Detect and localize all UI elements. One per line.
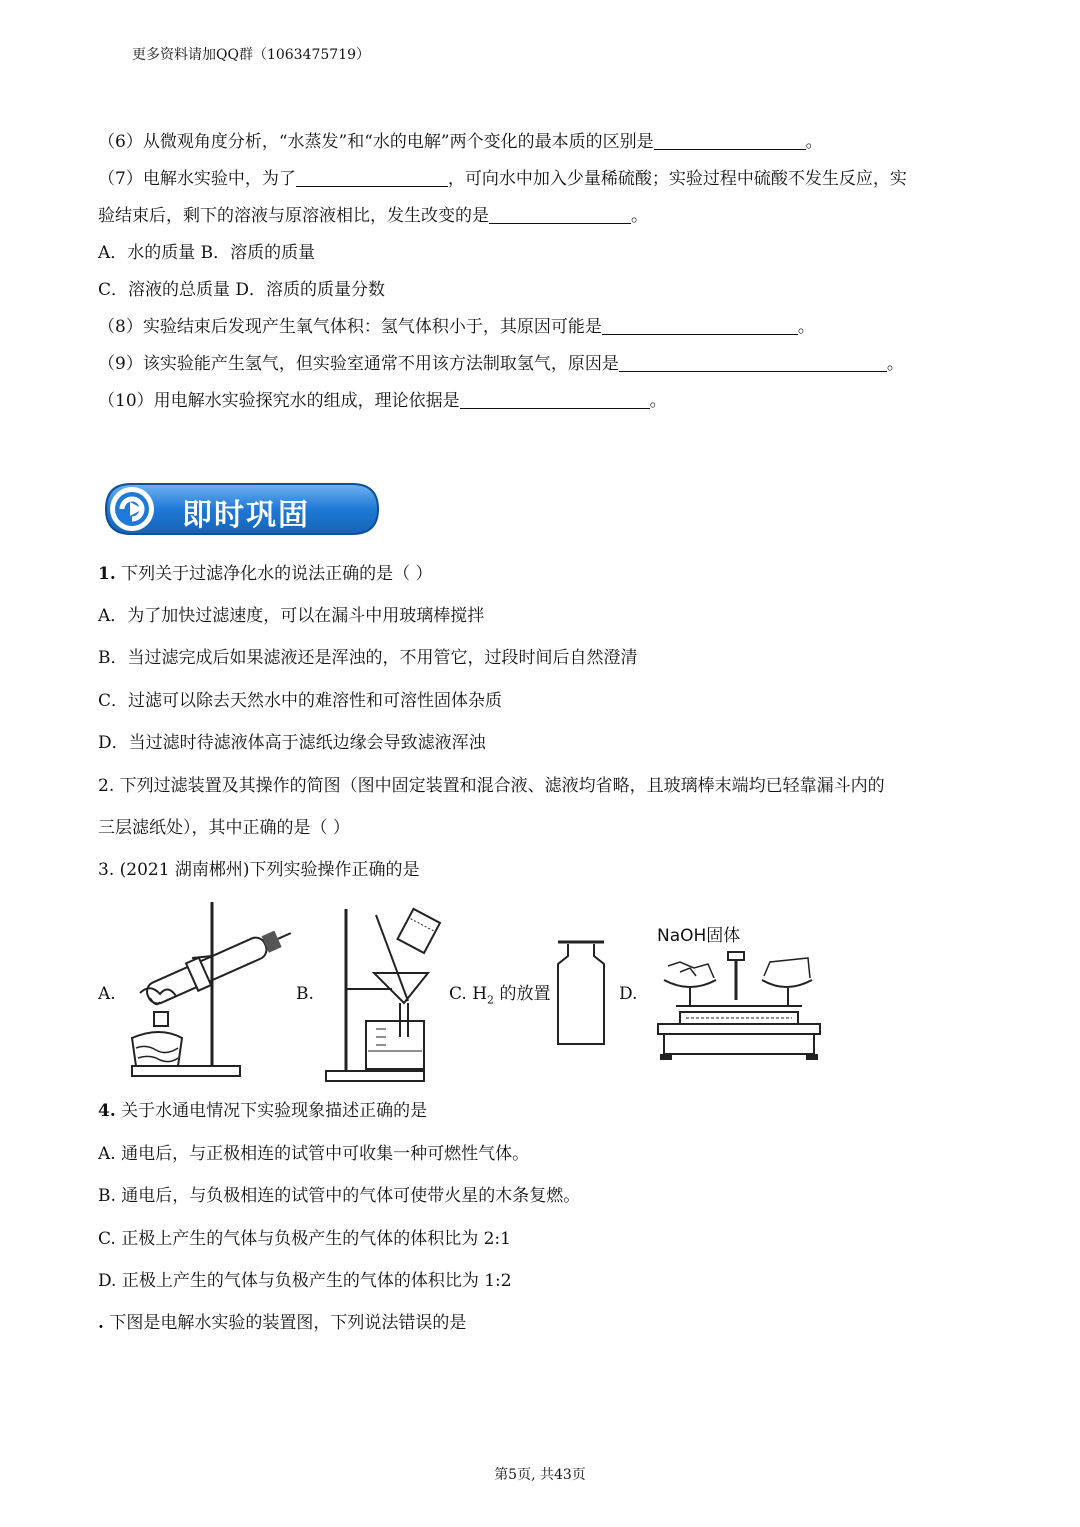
question-1-option-a: A．为了加快过滤速度，可以在漏斗中用玻璃棒搅拌 bbox=[98, 606, 485, 626]
page-header: 更多资料请加QQ群（1063475719） bbox=[132, 47, 371, 63]
filtration-figure bbox=[320, 905, 450, 1083]
option-c-label: C. $H_2$ 的放置 bbox=[449, 984, 551, 1007]
question-7-line2: 验结束后，剩下的溶液与原溶液相比，发生改变的是 。 bbox=[98, 206, 648, 226]
question-7-options-ab: A．水的质量 B．溶质的质量 bbox=[98, 243, 316, 263]
option-b-label: B. bbox=[296, 984, 314, 1004]
heating-test-tube-figure bbox=[120, 898, 300, 1080]
question-9: （9）该实验能产生氢气，但实验室通常不用该方法制取氢气，原因是 。 bbox=[98, 354, 904, 374]
option-d-label: D. bbox=[619, 984, 638, 1004]
answer-blank[interactable] bbox=[602, 316, 798, 335]
option-a-label: A. bbox=[98, 984, 116, 1004]
question-4-option-c: C. 正极上产生的气体与负极产生的气体的体积比为 2:1 bbox=[98, 1229, 511, 1249]
question-4-option-a: A. 通电后，与正极相连的试管中可收集一种可燃性气体。 bbox=[98, 1144, 530, 1164]
balance-figure bbox=[650, 944, 830, 1064]
question-4-option-d: D. 正极上产生的气体与负极产生的气体的体积比为 1:2 bbox=[98, 1271, 512, 1291]
question-8: （8）实验结束后发现产生氧气体积：氢气体积小于，其原因可能是 。 bbox=[98, 317, 815, 337]
answer-blank[interactable] bbox=[460, 390, 650, 409]
question-7-line1: （7）电解水实验中，为了 ，可向水中加入少量稀硫酸；实验过程中硫酸不发生反应，实 bbox=[98, 169, 907, 189]
question-6: （6）从微观角度分析，“水蒸发”和“水的电解”两个变化的最本质的区别是 。 bbox=[98, 132, 823, 152]
banner-title: 即时巩固 bbox=[182, 498, 310, 533]
question-1-option-b: B．当过滤完成后如果滤液还是浑浊的，不用管它，过段时间后自然澄清 bbox=[98, 648, 638, 668]
question-3-stem: 3. (2021 湖南郴州)下列实验操作正确的是 bbox=[98, 860, 420, 880]
answer-blank[interactable] bbox=[296, 168, 448, 187]
question-1-option-c: C．过滤可以除去天然水中的难溶性和可溶性固体杂质 bbox=[98, 691, 503, 711]
gas-bottle-figure bbox=[554, 938, 610, 1048]
naoh-label: NaOH固体 bbox=[657, 926, 741, 946]
question-10: （10）用电解水实验探究水的组成，理论依据是 。 bbox=[98, 391, 667, 411]
answer-blank[interactable] bbox=[654, 131, 806, 150]
section-banner bbox=[100, 478, 382, 540]
question-4-stem: 4. 关于水通电情况下实验现象描述正确的是 bbox=[98, 1101, 428, 1121]
question-2-line2: 三层滤纸处），其中正确的是（ ） bbox=[98, 818, 350, 838]
question-1-stem: 1. 下列关于过滤净化水的说法正确的是（ ） bbox=[98, 564, 433, 584]
question-4-option-b: B. 通电后，与负极相连的试管中的气体可使带火星的木条复燃。 bbox=[98, 1186, 581, 1206]
question-7-options-cd: C．溶液的总质量 D．溶质的质量分数 bbox=[98, 280, 386, 300]
question-5-stem: . 下图是电解水实验的装置图，下列说法错误的是 bbox=[98, 1313, 467, 1333]
answer-blank[interactable] bbox=[619, 353, 887, 372]
question-2-line1: 2. 下列过滤装置及其操作的简图（图中固定装置和混合液、滤液均省略，且玻璃棒末端均已轻靠漏斗内的 bbox=[98, 776, 885, 796]
question-1-option-d: D．当过滤时待滤液体高于滤纸边缘会导致滤液浑浊 bbox=[98, 733, 486, 753]
page-footer: 第5页, 共43页 bbox=[494, 1467, 586, 1483]
answer-blank[interactable] bbox=[489, 205, 631, 224]
